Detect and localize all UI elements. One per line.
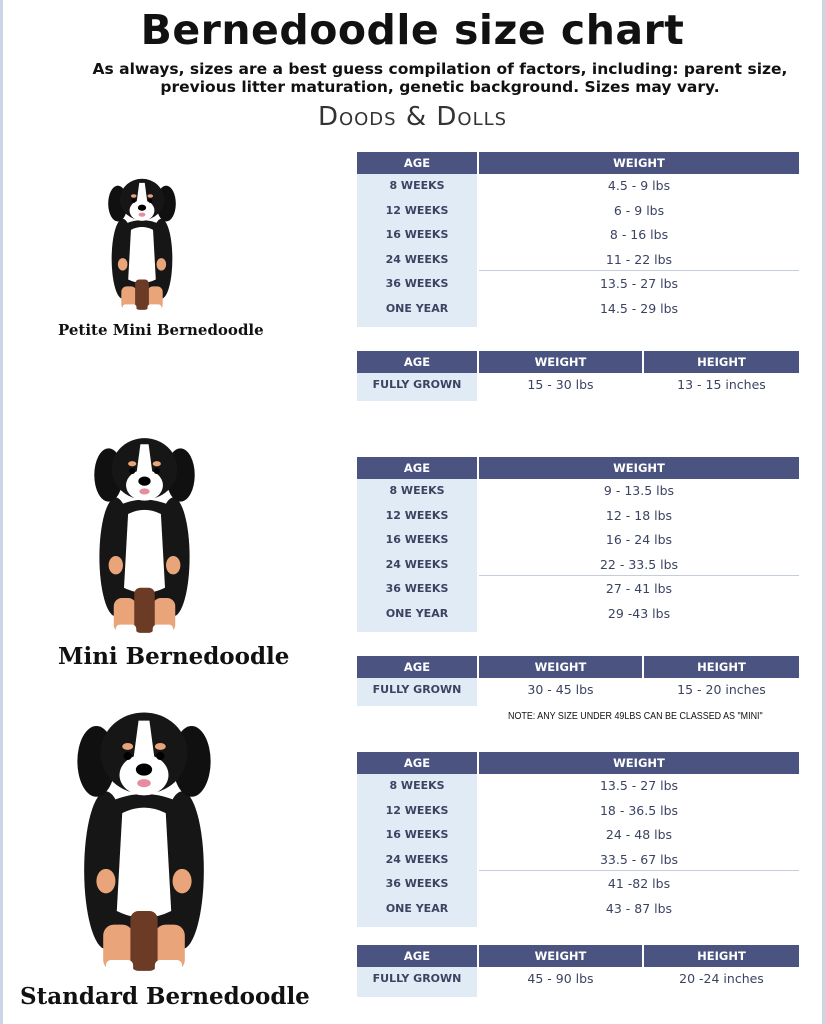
- weight-cell: 8 - 16 lbs: [609, 227, 669, 242]
- age-cell: ONE YEAR: [385, 606, 449, 620]
- weight-cell: 33.5 - 67 lbs: [599, 851, 679, 867]
- table-row: [357, 553, 799, 578]
- weight-cell: 13.5 - 27 lbs: [599, 276, 679, 291]
- growth-table-standard: [357, 752, 799, 927]
- age-cell: 8 WEEKS: [389, 779, 445, 792]
- weight-header: WEIGHT: [479, 752, 799, 774]
- table-row: [357, 897, 799, 922]
- brand-name: Doods & Dolls: [317, 102, 508, 132]
- breed-label-mini: Mini Bernedoodle: [58, 643, 290, 670]
- height-cell: 20 -24 inches: [679, 971, 764, 986]
- age-cell: FULLY GROWN: [372, 378, 462, 391]
- weight-header: WEIGHT: [479, 457, 799, 479]
- weight-cell: 12 - 18 lbs: [605, 507, 673, 523]
- table-row: [357, 297, 799, 322]
- bernedoodle-dog-icon: [106, 176, 178, 314]
- age-cell: 12 WEEKS: [385, 508, 449, 522]
- age-header: AGE: [357, 752, 477, 774]
- growth-table-mini: [357, 457, 799, 632]
- breed-label-petite-mini: Petite Mini Bernedoodle: [58, 321, 264, 339]
- table-row: [357, 528, 799, 553]
- height-header: HEIGHT: [644, 945, 799, 967]
- age-cell: 36 WEEKS: [385, 582, 449, 595]
- table-row: [357, 373, 799, 398]
- table-row: [357, 602, 799, 627]
- weight-cell: 22 - 33.5 lbs: [599, 556, 679, 572]
- weight-header: WEIGHT: [479, 945, 642, 967]
- mini-size-note: NOTE: ANY SIZE UNDER 49LBS CAN BE CLASSED AS "MINI": [508, 710, 763, 722]
- weight-cell: 29 -43 lbs: [607, 605, 671, 621]
- age-header: AGE: [357, 945, 477, 967]
- age-cell: 16 WEEKS: [385, 828, 449, 841]
- weight-cell: 27 - 41 lbs: [605, 581, 673, 596]
- left-border: [0, 0, 3, 1024]
- adult-table-petite-mini: [357, 351, 799, 401]
- age-header: AGE: [357, 457, 477, 479]
- dog-figure: [94, 438, 194, 635]
- weight-cell: 15 - 30 lbs: [527, 377, 594, 392]
- age-cell: 16 WEEKS: [385, 533, 449, 546]
- age-cell: 24 WEEKS: [385, 557, 449, 571]
- age-cell: 8 WEEKS: [389, 484, 445, 497]
- table-row: [357, 872, 799, 897]
- age-cell: ONE YEAR: [385, 901, 449, 915]
- disclaimer-text: As always, sizes are a best guess compilation of factors, including: parent size, previous litter maturation, genetic background. Sizes may vary.: [92, 60, 788, 96]
- table-row: [357, 774, 799, 799]
- table-row: [357, 848, 799, 873]
- age-cell: FULLY GROWN: [372, 683, 462, 696]
- breed-label-standard: Standard Bernedoodle: [20, 983, 310, 1010]
- table-row: [357, 248, 799, 273]
- weight-header: WEIGHT: [479, 351, 642, 373]
- adult-table-mini: [357, 656, 799, 706]
- height-cell: 15 - 20 inches: [677, 682, 766, 697]
- weight-cell: 6 - 9 lbs: [613, 202, 665, 218]
- page-title: Bernedoodle size chart: [140, 6, 685, 54]
- height-header: HEIGHT: [644, 351, 799, 373]
- weight-cell: 9 - 13.5 lbs: [603, 483, 675, 498]
- table-row: [357, 799, 799, 824]
- age-cell: 24 WEEKS: [385, 852, 449, 866]
- table-row: [357, 479, 799, 504]
- age-cell: ONE YEAR: [385, 301, 449, 315]
- bernedoodle-dog-icon: [92, 434, 197, 639]
- weight-cell: 11 - 22 lbs: [605, 251, 673, 267]
- age-cell: FULLY GROWN: [372, 972, 462, 985]
- height-header: HEIGHT: [644, 656, 799, 678]
- weight-cell: 41 -82 lbs: [607, 876, 671, 891]
- table-row: [357, 504, 799, 529]
- table-row: [357, 823, 799, 848]
- age-cell: 12 WEEKS: [385, 803, 449, 817]
- weight-cell: 14.5 - 29 lbs: [599, 300, 679, 316]
- adult-table-standard: [357, 945, 799, 997]
- weight-header: WEIGHT: [479, 152, 799, 174]
- weight-cell: 4.5 - 9 lbs: [607, 178, 671, 193]
- table-row: [357, 577, 799, 602]
- age-header: AGE: [357, 351, 477, 373]
- weight-cell: 30 - 45 lbs: [527, 682, 594, 697]
- dog-figure: [108, 179, 176, 311]
- age-header: AGE: [357, 152, 477, 174]
- age-cell: 36 WEEKS: [385, 277, 449, 290]
- growth-table-petite-mini: [357, 152, 799, 327]
- weight-header: WEIGHT: [479, 656, 642, 678]
- weight-cell: 43 - 87 lbs: [605, 900, 673, 916]
- age-cell: 36 WEEKS: [385, 877, 449, 890]
- age-cell: 12 WEEKS: [385, 203, 449, 217]
- age-header: AGE: [357, 656, 477, 678]
- table-row: [357, 678, 799, 703]
- weight-cell: 18 - 36.5 lbs: [599, 802, 679, 818]
- table-row: [357, 199, 799, 224]
- dog-figure: [77, 712, 210, 973]
- table-row: [357, 223, 799, 248]
- table-row: [357, 967, 799, 992]
- table-row: [357, 272, 799, 297]
- bernedoodle-dog-icon: [76, 704, 212, 982]
- weight-cell: 16 - 24 lbs: [605, 532, 673, 547]
- age-cell: 16 WEEKS: [385, 228, 449, 241]
- weight-cell: 45 - 90 lbs: [527, 971, 594, 986]
- age-cell: 8 WEEKS: [389, 179, 445, 192]
- age-cell: 24 WEEKS: [385, 252, 449, 266]
- weight-cell: 24 - 48 lbs: [605, 827, 673, 842]
- table-row: [357, 174, 799, 199]
- height-cell: 13 - 15 inches: [677, 377, 766, 392]
- weight-cell: 13.5 - 27 lbs: [599, 778, 679, 793]
